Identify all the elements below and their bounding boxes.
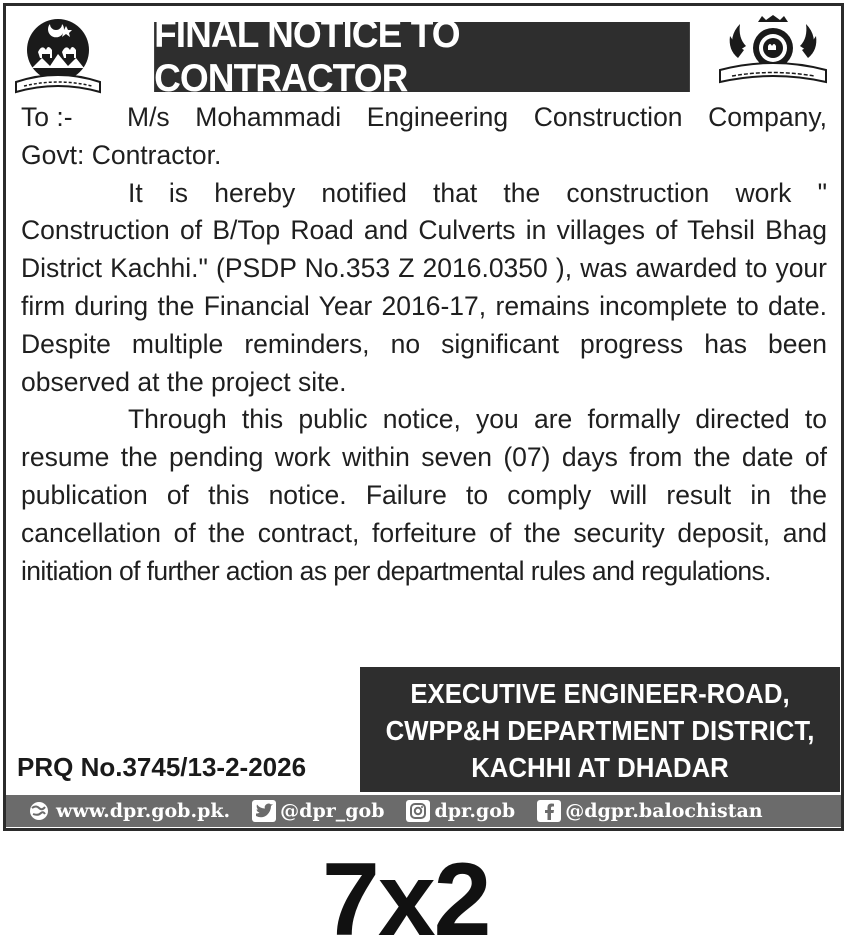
footer-bar [6, 795, 841, 827]
paragraph-1-line: District Kachhi." (PSDP No.353 Z 2016.0350 ), was awarded to your [21, 253, 827, 284]
footer-instagram[interactable] [406, 800, 515, 822]
addressee-word: Engineering [366, 102, 509, 132]
paragraph-1-line: Construction of B/Top Road and Culverts in villages of Tehsil Bhag [21, 215, 827, 246]
website-link[interactable]: www.dpr.gob.pk. [56, 800, 231, 822]
footer-website[interactable] [26, 800, 230, 822]
addressee-line [21, 99, 827, 137]
prq-number: PRQ No.3745/13-2-2026 [17, 752, 307, 782]
addressee-word: Mohammadi [195, 102, 342, 132]
to-label: To :- [21, 102, 73, 132]
paragraph-2-line: cancellation of the contract, forfeiture of the security deposit, and [21, 517, 827, 548]
paragraph-2-line: publication of this notice. Failure to comply will result in the [21, 479, 827, 510]
signature-line-2: CWPP&H DEPARTMENT DISTRICT, [385, 715, 815, 746]
footer-twitter[interactable] [252, 800, 384, 822]
facebook-handle[interactable]: @dgpr.balochistan [565, 800, 763, 822]
notice-body [21, 99, 827, 590]
instagram-icon [406, 800, 430, 822]
signature-line-3: KACHHI AT DHADAR [471, 752, 729, 783]
addressee-word: M/s [127, 102, 170, 132]
paragraph-2 [21, 401, 827, 590]
facebook-icon [537, 800, 561, 822]
addressee-word: Construction [533, 102, 683, 132]
addressee-name [127, 99, 827, 137]
balochistan-emblem-left-icon [10, 12, 106, 98]
paragraph-1-line: It is hereby notified that the construction work " [128, 177, 827, 208]
paragraph-1 [21, 175, 827, 402]
twitter-icon [252, 800, 276, 822]
twitter-handle[interactable]: @dpr_gob [280, 800, 385, 822]
addressee-role: Govt: Contractor. [21, 139, 222, 170]
signature-block [360, 667, 840, 792]
footer-facebook[interactable] [537, 800, 762, 822]
ad-size-label: 7x2 [322, 842, 490, 945]
addressee-word: Company, [708, 102, 827, 132]
paragraph-1-line: observed at the project site. [21, 366, 347, 397]
paragraph-2-line: Through this public notice, you are formally directed to [128, 404, 827, 435]
dgpr-emblem-right-icon [714, 14, 832, 90]
instagram-handle[interactable]: dpr.gob [434, 800, 516, 822]
globe-icon [26, 800, 52, 822]
signature-line-1: EXECUTIVE ENGINEER-ROAD, [410, 678, 790, 709]
paragraph-1-line: firm during the Financial Year 2016-17, remains incomplete to date. [21, 290, 827, 321]
paragraph-2-line: initiation of further action as per departmental rules and regulations. [21, 555, 771, 586]
paragraph-1-line: Despite multiple reminders, no significant progress has been [21, 328, 827, 359]
paragraph-2-line: resume the pending work within seven (07) days from the date of [21, 442, 827, 473]
notice-title: FINAL NOTICE TO CONTRACTOR [154, 22, 690, 92]
